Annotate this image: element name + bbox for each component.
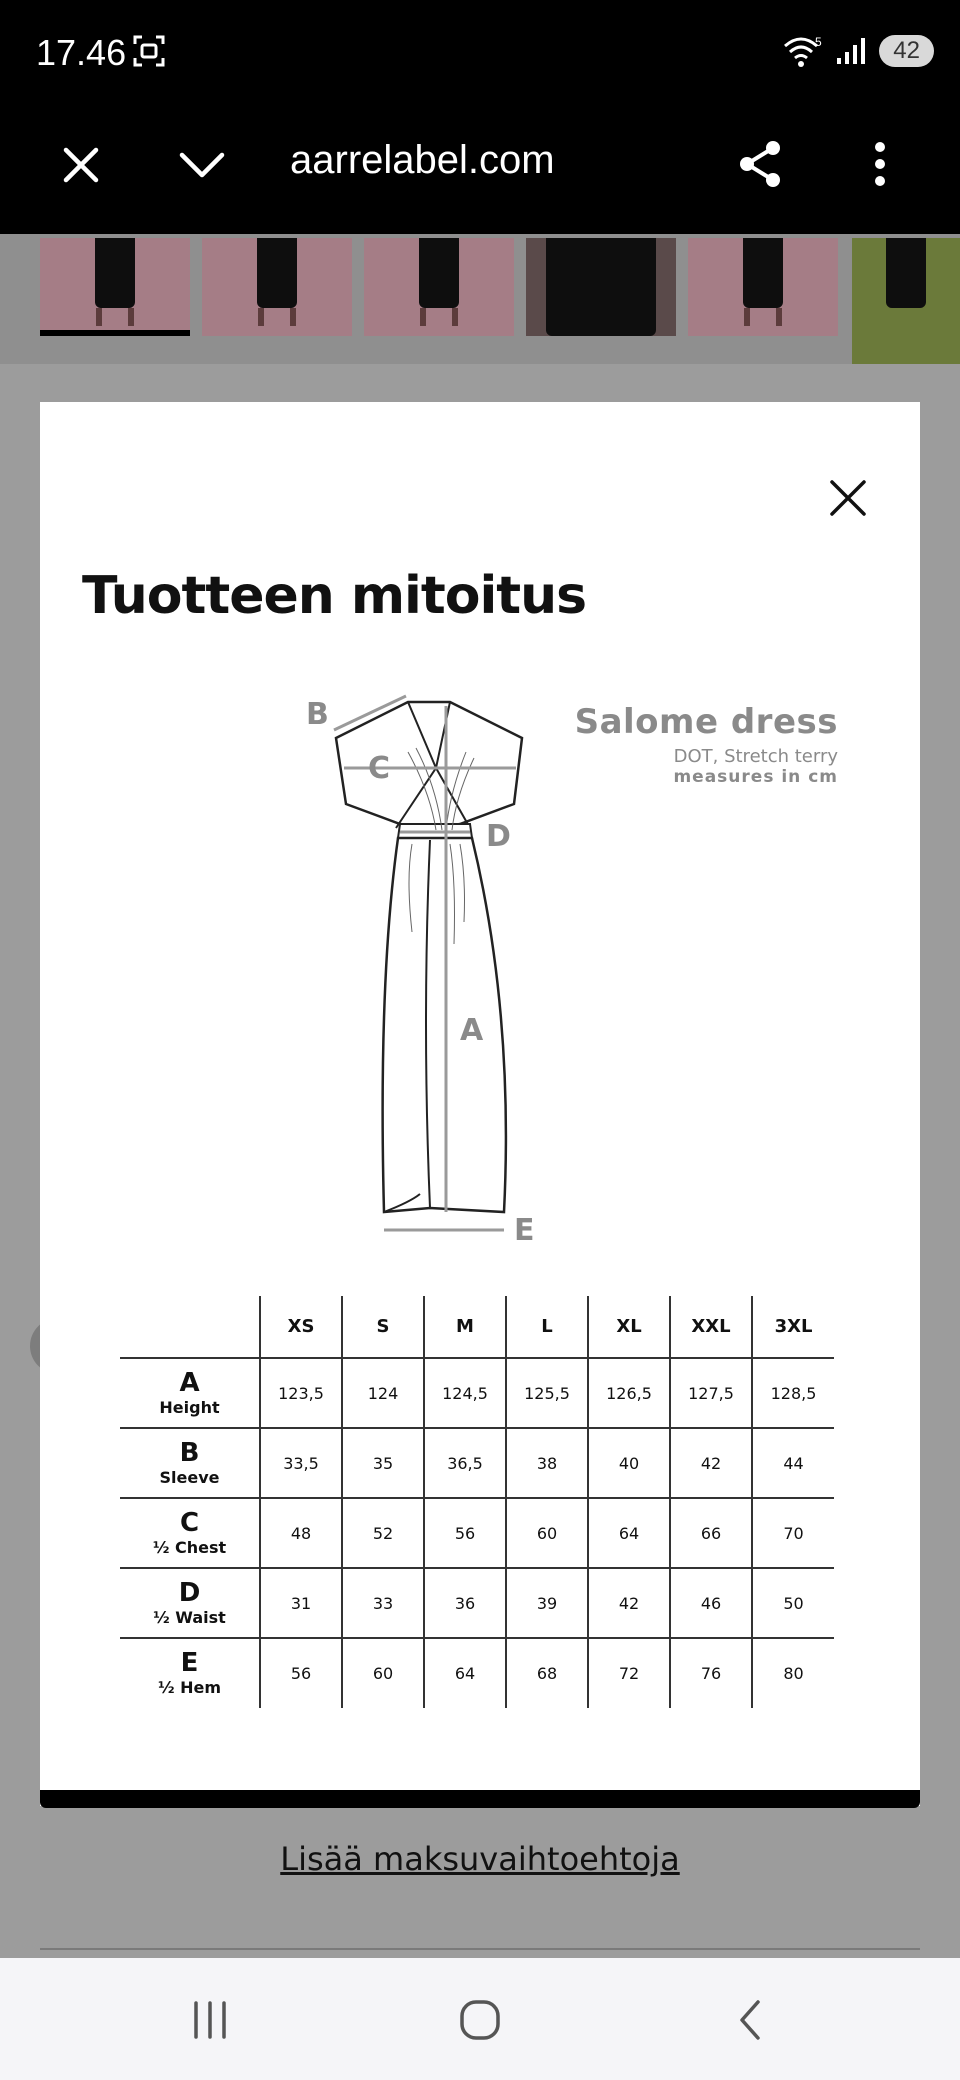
table-cell: 36 [424, 1568, 506, 1638]
status-icons [781, 34, 934, 68]
table-cell: 127,5 [670, 1358, 752, 1428]
table-cell: 124,5 [424, 1358, 506, 1428]
size-header: M [424, 1296, 506, 1358]
table-cell: 42 [670, 1428, 752, 1498]
row-header [120, 1428, 260, 1498]
row-name: ½ Hem [157, 1678, 222, 1697]
product-thumbnail[interactable] [852, 238, 960, 364]
table-cell: 125,5 [506, 1358, 588, 1428]
unit-note: measures in cm [673, 767, 838, 787]
row-letter: C [179, 1507, 200, 1538]
navigation-bar [0, 1958, 960, 2080]
size-table [120, 1296, 834, 1708]
diagram-label-d: D [486, 819, 511, 854]
table-cell: 46 [670, 1568, 752, 1638]
table-cell: 126,5 [588, 1358, 670, 1428]
table-cell: 60 [506, 1498, 588, 1568]
battery-icon: 42 [879, 35, 934, 67]
row-name: Sleeve [159, 1467, 220, 1487]
svg-text:5: 5 [815, 35, 822, 49]
product-thumbnail[interactable] [40, 238, 190, 336]
product-info [575, 702, 838, 787]
wifi-icon [781, 34, 825, 68]
table-cell: 128,5 [752, 1358, 834, 1428]
back-icon[interactable] [710, 1980, 790, 2060]
divider [40, 1948, 920, 1950]
table-cell: 44 [752, 1428, 834, 1498]
table-cell: 50 [752, 1568, 834, 1638]
table-row [120, 1568, 834, 1638]
table-cell: 56 [424, 1498, 506, 1568]
share-icon[interactable] [732, 134, 788, 194]
product-name: Salome dress [574, 702, 838, 742]
table-cell: 39 [506, 1568, 588, 1638]
close-icon[interactable] [56, 140, 106, 190]
row-letter: B [179, 1437, 200, 1468]
table-cell: 68 [506, 1638, 588, 1708]
size-guide-modal [40, 402, 920, 1806]
product-material: DOT, Stretch terry [673, 746, 838, 767]
table-cell: 33,5 [260, 1428, 342, 1498]
status-bar [0, 0, 960, 100]
row-header [120, 1638, 260, 1708]
table-cell: 40 [588, 1428, 670, 1498]
row-header [120, 1568, 260, 1638]
modal-title: Tuotteen mitoitus [82, 566, 587, 626]
diagram-label-a: A [460, 1013, 484, 1048]
table-cell: 60 [342, 1638, 424, 1708]
table-row [120, 1428, 834, 1498]
more-payment-options-link[interactable]: Lisää maksuvaihtoehtoja [280, 1840, 680, 1878]
table-cell: 38 [506, 1428, 588, 1498]
table-cell: 48 [260, 1498, 342, 1568]
table-cell: 76 [670, 1638, 752, 1708]
table-cell: 36,5 [424, 1428, 506, 1498]
diagram-label-e: E [514, 1213, 535, 1248]
row-letter: D [178, 1577, 201, 1608]
row-name: ½ Waist [153, 1607, 226, 1627]
table-cell: 64 [588, 1498, 670, 1568]
row-letter: A [179, 1367, 200, 1398]
home-icon[interactable] [440, 1980, 520, 2060]
table-cell: 31 [260, 1568, 342, 1638]
size-header: S [342, 1296, 424, 1358]
row-letter: E [180, 1648, 199, 1678]
table-cell: 124 [342, 1358, 424, 1428]
diagram-label-c: C [368, 751, 391, 786]
table-cell: 33 [342, 1568, 424, 1638]
browser-toolbar [0, 100, 960, 234]
row-name: Height [159, 1397, 220, 1417]
table-cell: 35 [342, 1428, 424, 1498]
status-time: 17.46 [36, 32, 127, 73]
url-bar[interactable]: aarrelabel.com [290, 138, 555, 182]
table-cell: 70 [752, 1498, 834, 1568]
table-row [120, 1638, 834, 1708]
product-thumbnail[interactable] [202, 238, 352, 336]
table-row [120, 1358, 834, 1428]
table-row [120, 1498, 834, 1568]
row-header [120, 1358, 260, 1428]
table-cell: 42 [588, 1568, 670, 1638]
size-header: 3XL [752, 1296, 834, 1358]
table-cell: 66 [670, 1498, 752, 1568]
row-header [120, 1498, 260, 1568]
signal-icon [835, 36, 869, 66]
size-header: XS [260, 1296, 342, 1358]
size-header: L [506, 1296, 588, 1358]
chevron-down-icon[interactable] [174, 140, 230, 190]
size-header: XXL [670, 1296, 752, 1358]
table-corner [120, 1296, 260, 1358]
table-cell: 56 [260, 1638, 342, 1708]
table-cell: 80 [752, 1638, 834, 1708]
diagram-label-b: B [306, 697, 329, 732]
table-cell: 52 [342, 1498, 424, 1568]
table-cell: 72 [588, 1638, 670, 1708]
table-cell: 123,5 [260, 1358, 342, 1428]
modal-bottom-border [40, 1790, 920, 1808]
product-thumbnail[interactable] [364, 238, 514, 336]
product-thumbnail[interactable] [526, 238, 676, 336]
size-header: XL [588, 1296, 670, 1358]
row-name: ½ Chest [152, 1537, 227, 1557]
more-vertical-icon[interactable] [856, 134, 904, 194]
screenshot-icon [132, 34, 166, 68]
product-thumbnail[interactable] [688, 238, 838, 336]
table-cell: 64 [424, 1638, 506, 1708]
close-icon[interactable] [816, 466, 880, 530]
product-thumbnail-strip [0, 234, 960, 364]
recent-apps-icon[interactable] [170, 1980, 250, 2060]
